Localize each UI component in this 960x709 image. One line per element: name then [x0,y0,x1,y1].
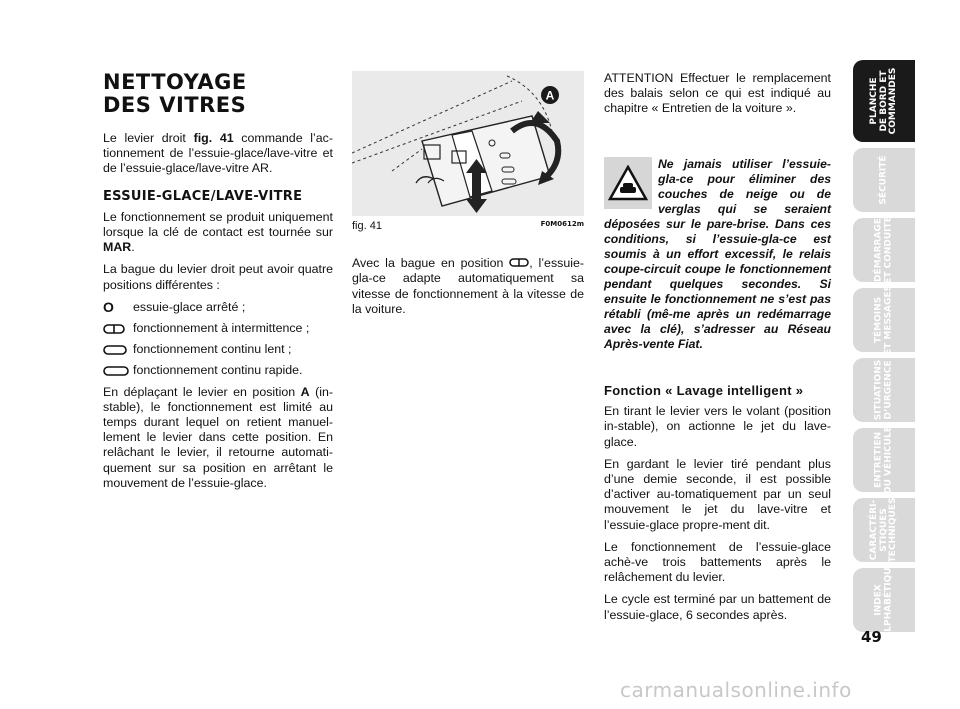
intro-paragraph [103,131,333,177]
off-icon: O [103,298,114,315]
watermark: carmanualsonline.info [620,678,852,702]
ignition-text-a: Le fonctionnement se produit uniquement lorsque la clé de contact est tournée sur [103,209,333,240]
figure-code: F0M0612m [540,220,584,228]
position-a-text-a: En déplaçant le levier en position [103,384,301,399]
figure-text [352,256,584,324]
smart-wash-section [604,383,831,630]
warning-block [604,157,831,352]
ignition-text-c: . [131,240,135,255]
fast-continuous-icon [103,366,133,376]
mode-row-off [103,300,333,315]
chapter-tabs [853,60,915,638]
tab-label: DÉMARRAGE ET CONDUITE [873,216,893,284]
figure-reference: fig. 41 [193,131,234,145]
ignition-paragraph [103,210,333,256]
tab-label: TÉMOINS ET MESSAGES [873,284,893,356]
position-a-paragraph [103,385,333,491]
tab-caracteristiques[interactable] [853,498,915,562]
mode-text-intermittent: fonctionnement à intermittence ; [133,321,310,336]
section-title-line1: NETTOYAGE [103,70,247,94]
tab-label: ENTRETIEN DU VÉHICULE [873,426,893,494]
tab-label: SÉCURITÉ [878,155,889,205]
warning-text: Ne jamais utiliser l’essuie-gla-ce pour éliminer des couches de neige ou de verglas qui se seraient déposées sur le pare-brise. Dans ces conditions, si l’essuie-gla-ce est soumis à un effort excessif, le relais coupe-circuit coupe le fonctionnement pendant quelques secondes. Si ensuite le fonctionnement ne s’est pas rétabli (mê-me après un redémarrage avec la clé), s’adresser au Réseau Après-vente Fiat. [604,157,831,351]
smart-wash-p1: En tirant le levier vers le volant (position in-stable), on actionne le jet du lave-glace. [604,404,831,449]
attention-paragraph: ATTENTION Effectuer le remplacement des balais selon ce qui est indiqué au chapitre « Entretien de la voiture ». [604,71,831,116]
section-title [103,71,333,117]
subtitle-smart-wash: Fonction « Lavage intelligent » [604,383,804,398]
tab-label: SITUATIONS D’URGENCE [873,359,893,421]
attention-block [604,71,831,124]
tab-planche-de-bord[interactable] [853,60,915,142]
tab-temoins[interactable] [853,284,915,356]
auto-speed-text-b: , l’essuie-gla-ce adapte automatiquement sa vitesse de fonctionnement à la vitesse de la voiture. [352,256,584,316]
mode-row-slow [103,342,333,357]
figure-caption-area [352,220,584,232]
positions-paragraph: La bague du levier droit peut avoir quatre positions différentes : [103,262,333,292]
wiper-lever-illustration [352,71,584,216]
mode-text-fast: fonctionnement continu rapide. [133,363,303,378]
tab-securite[interactable] [853,148,915,212]
mode-row-fast [103,363,333,378]
intermittent-inline-icon [509,256,529,271]
page-number: 49 [861,628,882,646]
tab-situations[interactable] [853,358,915,422]
subtitle-wiper: ESSUIE-GLACE/LAVE-VITRE [103,188,303,204]
auto-speed-text-a: Avec la bague en position [352,256,510,270]
smart-wash-p2: En gardant le levier tiré pendant plus d’une demie seconde, il est possible d’activer au-tomatiquement par un seul mouvement le jet du lave-vitre et l’essuie-glace propre-ment dit. [604,456,831,532]
warning-icon [604,157,652,209]
section-title-line2: DES VITRES [103,93,247,117]
callout-a: A [545,88,555,103]
tab-entretien[interactable] [853,428,915,492]
position-a-text-c: (in-stable), le fonctionnement est limité au temps durant lequel on retient manuel-lement le levier dans cette position. En relâchant le levier, il retourne automati-quement sur sa position en arrêtant le mouvement de l’essuie-glace. [103,384,333,490]
tab-label: PLANCHE DE BORD ET COMMANDES [868,67,898,135]
mode-row-intermittent [103,321,333,336]
intermittent-icon [103,324,133,334]
intro-text-a: Le levier droit [103,131,194,145]
position-a-label: A [300,384,310,399]
mode-text-slow: fonctionnement continu lent ; [133,342,292,357]
slow-continuous-icon [103,345,133,355]
smart-wash-p3: Le fonctionnement de l’essuie-glace achè-ve trois battements après le relâchement du levier. [604,539,831,585]
key-position-mar: MAR [103,240,132,255]
tab-label: INDEX ALPHABÉTIQUE [873,561,893,639]
tab-demarrage[interactable] [853,218,915,282]
left-column [103,71,333,498]
lever-figure [352,71,584,216]
intro-text-b: commande l’ac-tionnement de l’essuie-glace/lave-vitre et de l’essuie-glace/lave-vitre AR. [103,131,333,176]
figure-caption: fig. 41 [352,220,382,232]
smart-wash-p4: Le cycle est terminé par un battement de l’essuie-glace, 6 secondes après. [604,592,831,622]
auto-speed-paragraph [352,256,584,317]
mode-text-off: essuie-glace arrêté ; [133,299,246,314]
tab-label: CARACTÉRI- STIQUES TECHNIQUES [868,497,898,563]
